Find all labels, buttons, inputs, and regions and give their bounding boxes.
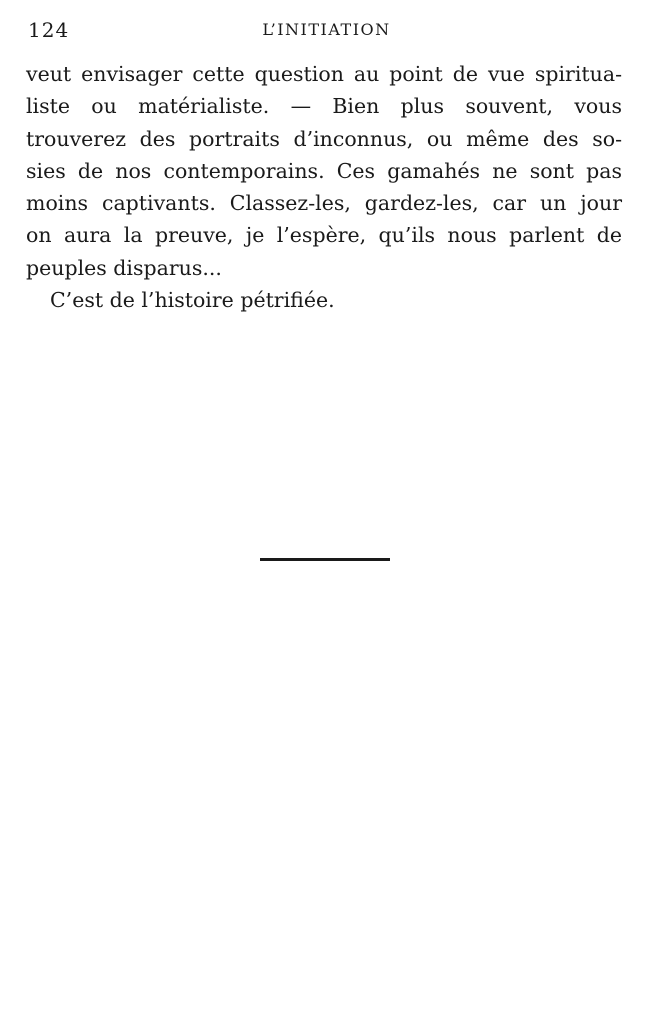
section-end-rule xyxy=(260,558,390,561)
text-line: on aura la preuve, je l’espère, qu’ils nous parlent de xyxy=(26,223,622,248)
running-title: L’INITIATION xyxy=(262,20,391,39)
page-header xyxy=(28,18,625,46)
text-line: peuples disparus... xyxy=(26,255,222,280)
text-line: trouverez des portraits d’inconnus, ou même des so- xyxy=(26,126,622,151)
page-number: 124 xyxy=(28,18,70,42)
body-text xyxy=(26,58,622,316)
text-line: moins captivants. Classez-les, gardez-les, car un jour xyxy=(26,191,622,216)
text-line: veut envisager cette question au point de vue spiritua- xyxy=(26,62,622,86)
closing-line: C’est de l’histoire pétrifiée. xyxy=(50,288,335,313)
text-line: liste ou matérialiste. — Bien plus souvent, vous xyxy=(26,94,622,119)
text-line: sies de nos contemporains. Ces gamahés ne sont pas xyxy=(26,158,622,183)
